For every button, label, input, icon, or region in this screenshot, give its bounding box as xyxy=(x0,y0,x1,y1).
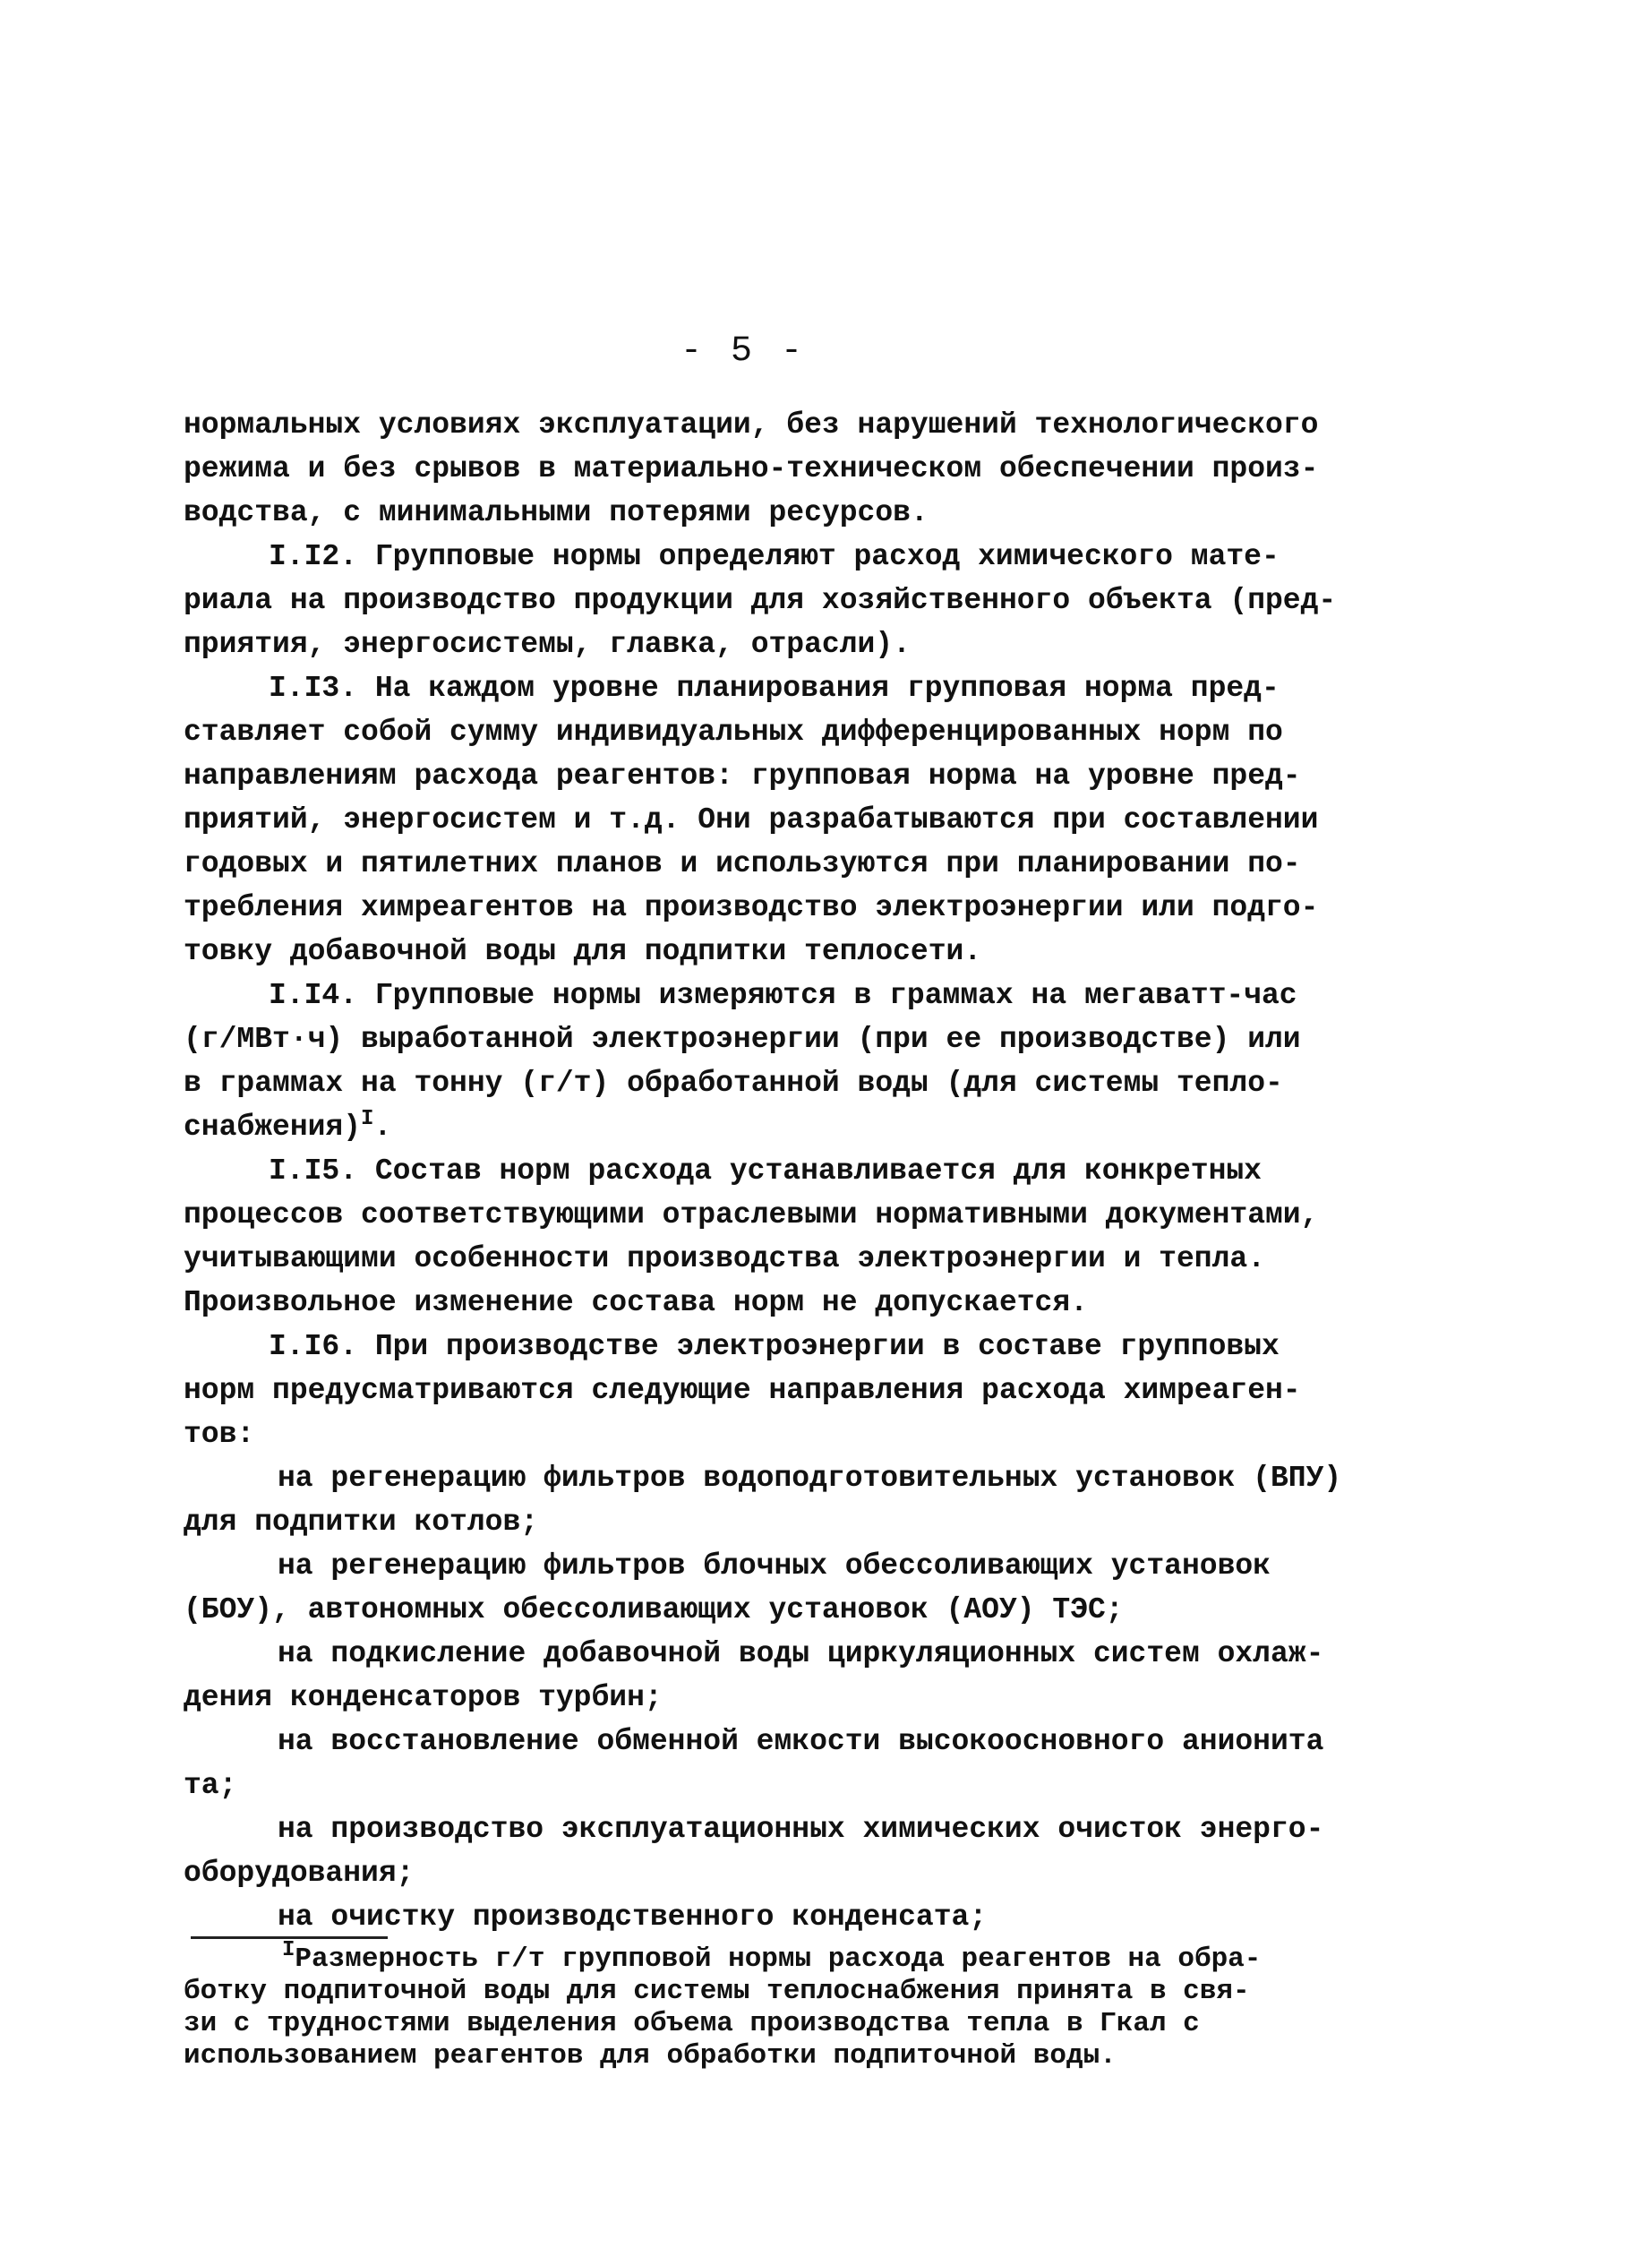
text-line: на регенерацию фильтров блочных обессоливающих установок xyxy=(278,1549,1271,1583)
text-line: ставляет собой сумму индивидуальных дифференцированных норм по xyxy=(184,716,1283,749)
text-line: направлениям расхода реагентов: групповая норма на уровне пред- xyxy=(184,759,1301,793)
text-line: для подпитки котлов; xyxy=(184,1506,539,1539)
text-line: процессов соответствующими отраслевыми нормативными документами, xyxy=(184,1198,1319,1231)
list-item xyxy=(184,1895,1379,1939)
text-line-with-footnote xyxy=(184,1105,1379,1149)
body-text xyxy=(184,403,1379,1939)
list-item xyxy=(184,1632,1379,1720)
paragraph xyxy=(184,403,1379,535)
paragraph-1-15 xyxy=(184,1149,1379,1325)
text-line: на восстановление обменной емкости высокоосновного анионита xyxy=(278,1725,1324,1758)
text-line: на очистку производственного конденсата; xyxy=(278,1901,988,1934)
text-line: оборудования; xyxy=(184,1857,415,1890)
page-number: - 5 - xyxy=(680,331,807,372)
text-line: I.I5. Состав норм расхода устанавливается для конкретных xyxy=(269,1154,1262,1188)
text-line: Произвольное изменение состава норм не допускается. xyxy=(184,1286,1088,1319)
list-item xyxy=(184,1720,1379,1807)
text-line: на регенерацию фильтров водоподготовительных установок (ВПУ) xyxy=(278,1462,1342,1495)
paragraph-1-13 xyxy=(184,666,1379,974)
footnote-line xyxy=(184,1938,1379,1976)
text-line: (г/МВт·ч) выработанной электроэнергии (при ее производстве) или xyxy=(184,1023,1301,1056)
footnote-mark: I xyxy=(282,1938,295,1962)
text-line: I.I6. При производстве электроэнергии в составе групповых xyxy=(269,1330,1280,1363)
footnote-line: зи с трудностями выделения объема производства тепла в Гкал с xyxy=(184,2008,1200,2039)
text-fragment: Размерность г/т групповой нормы расхода реагентов на обра- xyxy=(295,1943,1262,1975)
text-line: требления химреагентов на производство электроэнергии или подго- xyxy=(184,891,1319,924)
text-line: (БОУ), автономных обессоливающих установок (АОУ) ТЭС; xyxy=(184,1593,1124,1626)
text-line: в граммах на тонну (г/т) обработанной воды (для системы тепло- xyxy=(184,1067,1283,1100)
paragraph-1-14 xyxy=(184,974,1379,1149)
paragraph-1-16 xyxy=(184,1325,1379,1456)
text-line: на производство эксплуатационных химических очисток энерго- xyxy=(278,1813,1324,1846)
text-line: риала на производство продукции для хозяйственного объекта (пред- xyxy=(184,584,1337,617)
text-fragment: снабжения) xyxy=(184,1111,362,1144)
text-line: приятий, энергосистем и т.д. Они разрабатываются при составлении xyxy=(184,803,1319,837)
footnote xyxy=(184,1938,1379,2072)
text-line: I.I2. Групповые нормы определяют расход химического мате- xyxy=(269,540,1280,573)
text-line: на подкисление добавочной воды циркуляционных систем охлаж- xyxy=(278,1637,1324,1670)
text-line: учитывающими особенности производства электроэнергии и тепла. xyxy=(184,1242,1265,1275)
text-line: приятия, энергосистемы, главка, отрасли). xyxy=(184,628,911,661)
text-line: тов: xyxy=(184,1418,255,1451)
text-line: I.I3. На каждом уровне планирования групповая норма пред- xyxy=(269,672,1280,705)
list-item xyxy=(184,1807,1379,1895)
text-line: норм предусматриваются следующие направления расхода химреаген- xyxy=(184,1374,1301,1407)
footnote-reference: I xyxy=(361,1107,374,1131)
list-item xyxy=(184,1544,1379,1632)
text-line: режима и без срывов в материально-техническом обеспечении произ- xyxy=(184,452,1319,485)
text-line: I.I4. Групповые нормы измеряются в граммах на мегаватт-час xyxy=(269,979,1297,1012)
text-fragment: . xyxy=(373,1111,392,1144)
text-line: та; xyxy=(184,1769,237,1802)
text-line: годовых и пятилетних планов и используются при планировании по- xyxy=(184,847,1301,880)
footnote-line: использованием реагентов для обработки подпиточной воды. xyxy=(184,2040,1117,2072)
text-line: водства, с минимальными потерями ресурсов. xyxy=(184,496,929,529)
text-line: нормальных условиях эксплуатации, без нарушений технологического xyxy=(184,408,1319,442)
footnote-line: ботку подпиточной воды для системы теплоснабжения принята в свя- xyxy=(184,1976,1250,2007)
list-item xyxy=(184,1456,1379,1544)
text-line: дения конденсаторов турбин; xyxy=(184,1681,663,1714)
paragraph-1-12 xyxy=(184,535,1379,666)
text-line: товку добавочной воды для подпитки теплосети. xyxy=(184,935,982,968)
